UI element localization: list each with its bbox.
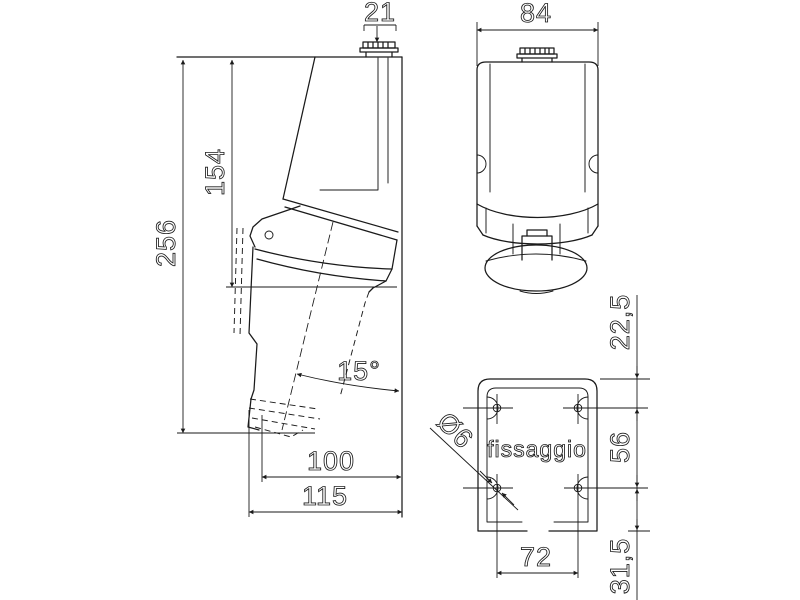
- dim-upper-body-height: [200, 60, 397, 287]
- side-view-outline: [177, 42, 402, 517]
- dim-label-hole-diameter: Ø6: [431, 406, 480, 455]
- dim-label-inclination-angle: 15°: [337, 356, 381, 386]
- front-view: [477, 0, 598, 294]
- side-view: [151, 0, 402, 517]
- front-view-outline: [477, 48, 598, 294]
- hinge-pin: [265, 231, 273, 239]
- dim-horizontal-pitch: [497, 542, 578, 573]
- dim-label-overall-depth: 115: [301, 481, 349, 511]
- dim-inclination-angle: [297, 356, 399, 391]
- fixing-view: [430, 294, 650, 600]
- dim-cap-width: [364, 0, 396, 42]
- dim-label-fixing-top-offset: 22,5: [605, 293, 635, 351]
- dim-front-width: [477, 0, 598, 66]
- dim-label-socket-depth: 100: [306, 446, 356, 476]
- dim-label-fixing-horizontal-pitch: 72: [519, 542, 553, 572]
- dim-label-front-width: 84: [519, 0, 553, 28]
- dim-label-fixing-bottom-offset: 31,5: [605, 537, 635, 595]
- dim-label-upper-body-height: 154: [200, 147, 230, 197]
- dim-overall-height: [151, 60, 315, 433]
- socket-boot: [485, 245, 587, 291]
- socket-centerline: [282, 222, 333, 430]
- dim-label-cap-width: 21: [363, 0, 397, 27]
- fixing-area-label: fissaggio: [487, 436, 587, 462]
- dim-label-overall-height: 256: [151, 218, 181, 268]
- dim-vertical-chain: [600, 294, 650, 600]
- dim-label-fixing-vertical-pitch: 56: [605, 430, 635, 464]
